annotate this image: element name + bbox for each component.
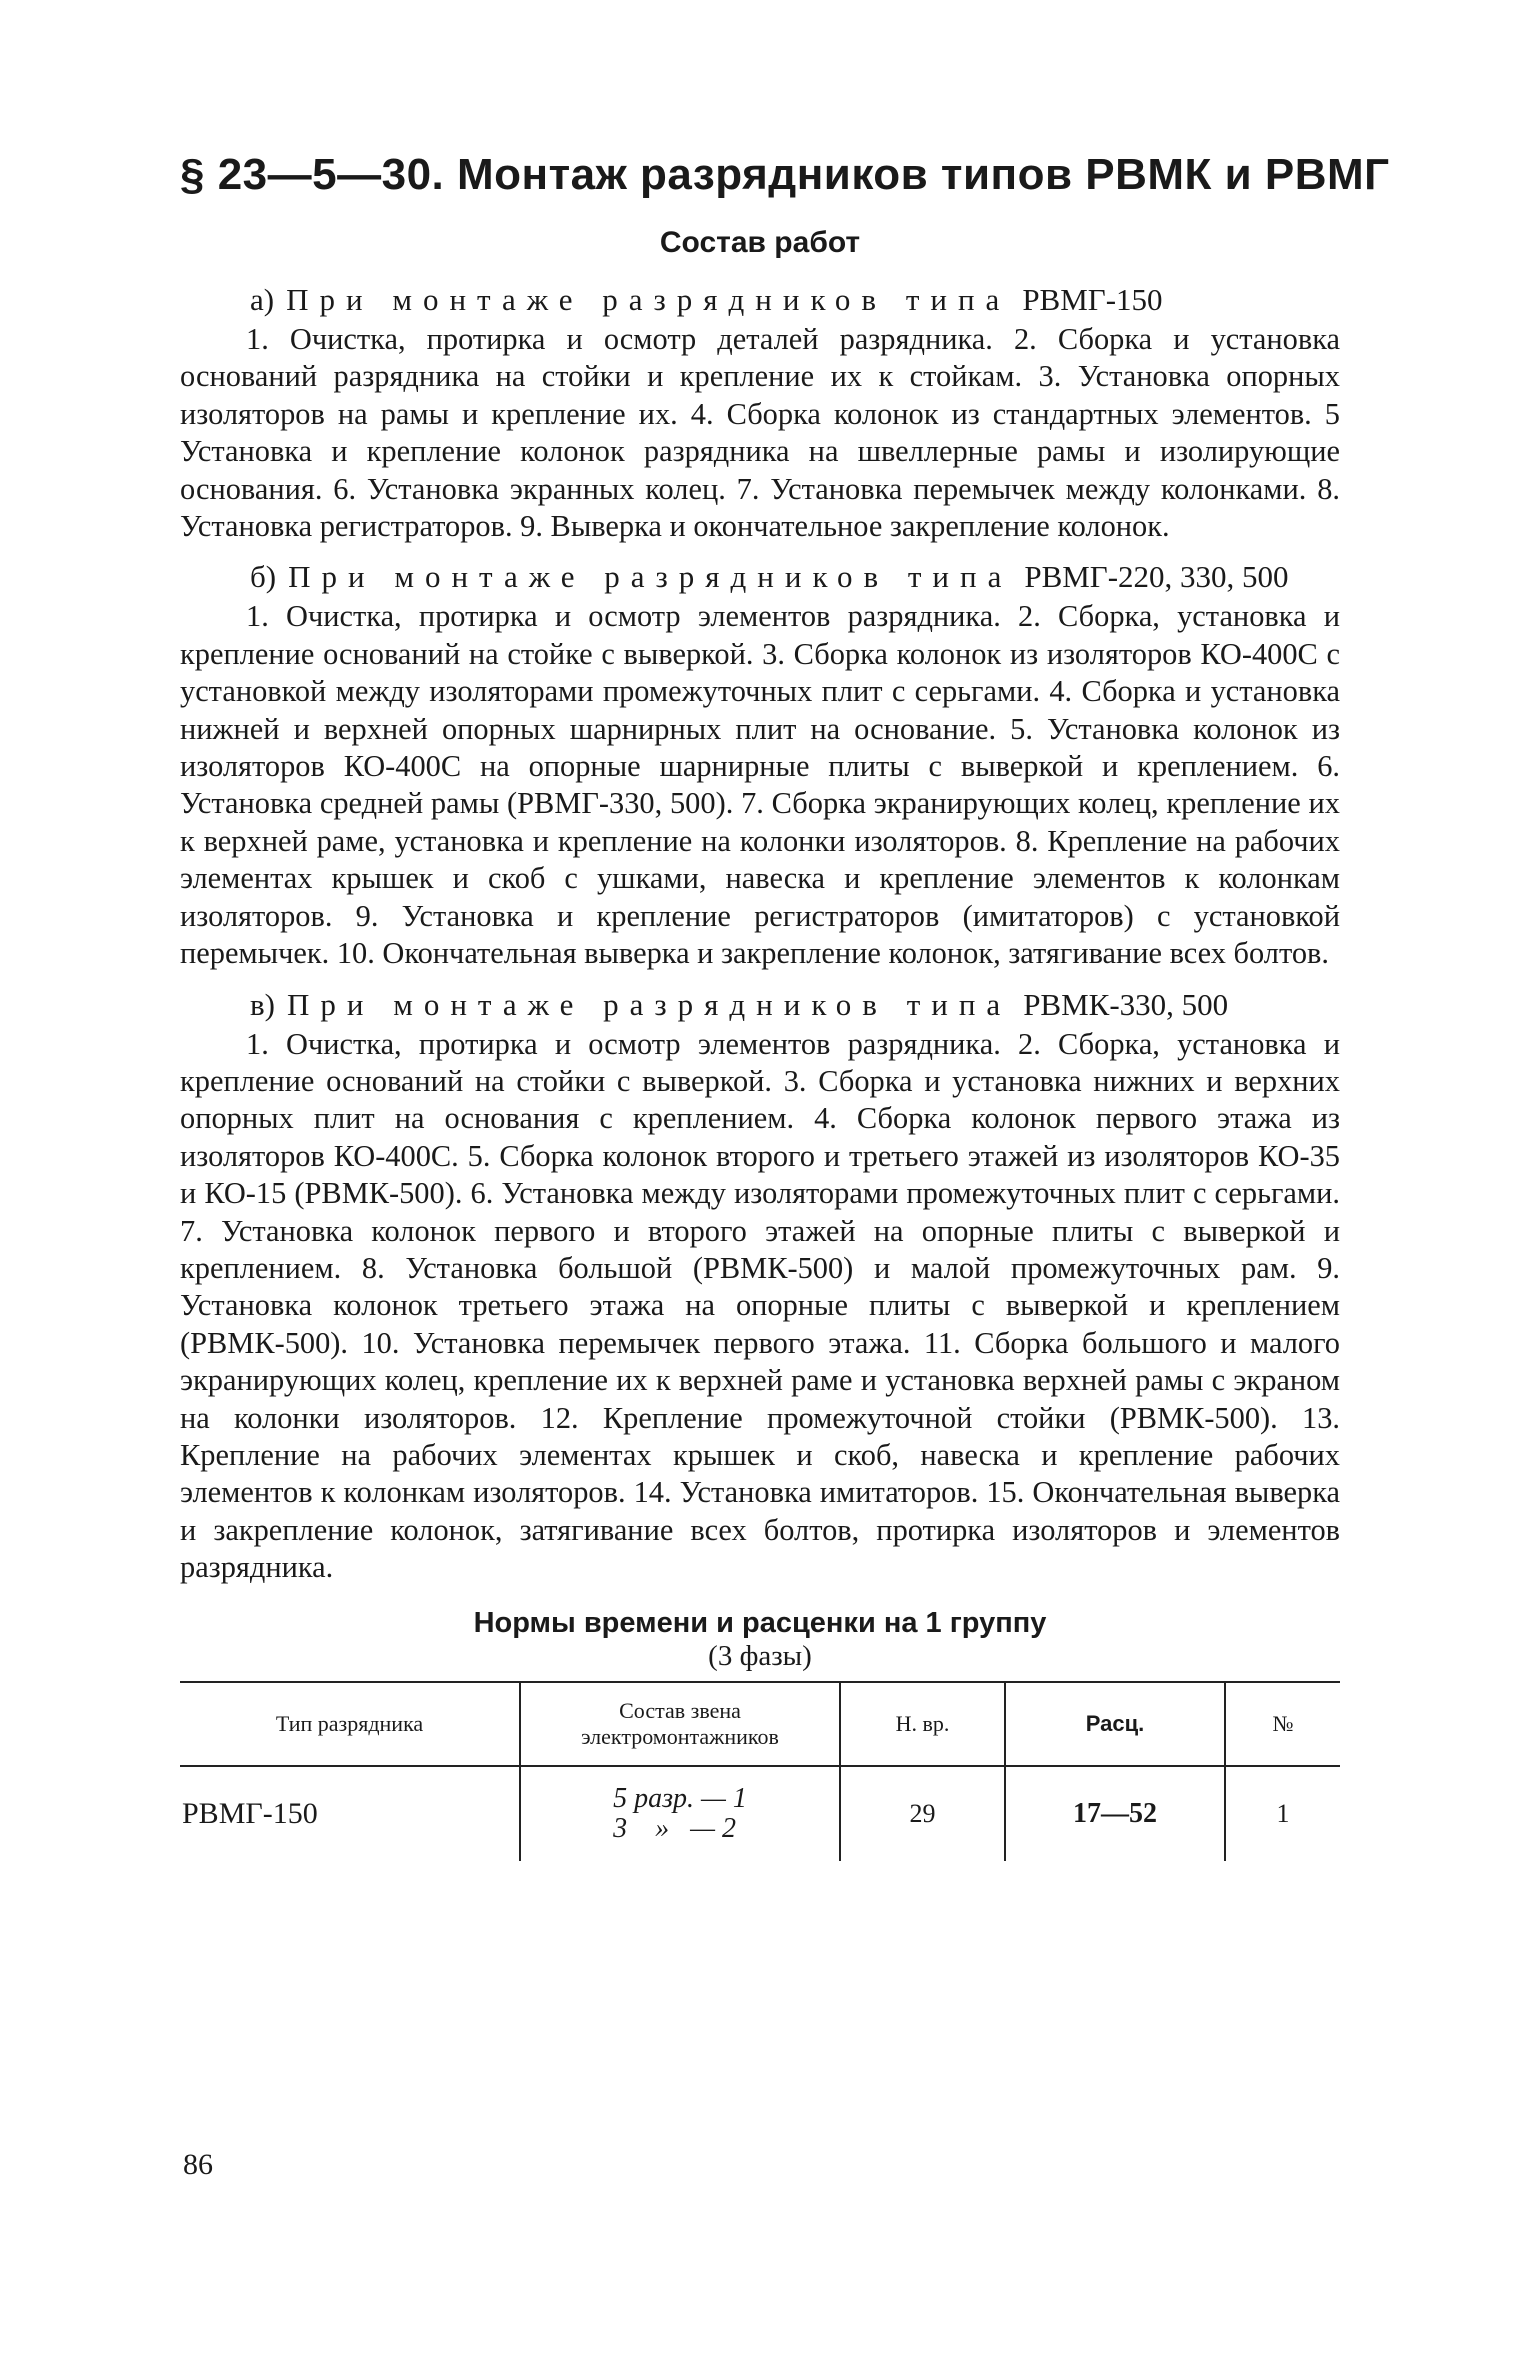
section-b-label: б): [250, 559, 277, 595]
cell-arrester-type: РВМГ-150: [182, 1796, 318, 1830]
norms-header-row: [180, 1682, 1340, 1766]
norms-subtitle: (3 фазы): [708, 1639, 812, 1672]
norms-title: Нормы времени и расценки на 1 группу: [473, 1606, 1047, 1639]
section-b-body: 1. Очистка, протирка и осмотр элементов разрядника. 2. Сборка, установка и крепление оснований на стойке с выверкой. 3. Сборка колонок из изоляторов КО-400С с установкой между изоляторами промежуточных плит с серьгами. 4. Сборка и установка нижней и верхней опорных шарнирных плит на основание. 5. Установка колонок из изоляторов КО-400С на опорные шарнирные плиты с выверкой и креплением. 6. Установка средней рамы (РВМГ-330, 500). 7. Сборка экранирующих колец, крепление их к верхней раме, установка и крепление на колонки изоляторов. 8. Крепление на рабочих элементах крышек и скоб с ушками, навеска и крепление элементов к колонкам изоляторов. 9. Установка и крепление регистраторов (имитаторов) с установкой перемычек. 10. Окончательная выверка и закрепление колонок, затягивание всех болтов.: [180, 599, 1340, 971]
section-a-body: 1. Очистка, протирка и осмотр деталей разрядника. 2. Сборка и установка оснований разрядника на стойки и крепление их к стойкам. 3. Установка опорных изоляторов на рамы и крепление их. 4. Сборка колонок из стандартных элементов. 5 Установка и крепление колонок разрядника на швеллерные рамы и изолирующие основания. 6. Установка экранных колец. 7. Установка перемычек между колонками. 8. Установка регистраторов. 9. Выверка и окончательное закрепление колонок.: [180, 322, 1340, 544]
section-a-type: РВМГ-150: [1022, 282, 1163, 317]
section-b-type: РВМГ-220, 330, 500: [1024, 559, 1289, 595]
table-row: [180, 1766, 1340, 1861]
crew-line-1: 5 разр. — 1: [613, 1782, 747, 1814]
header-arrester-type: Тип разрядника: [180, 1682, 520, 1766]
header-time-norm: Н. вр.: [840, 1682, 1005, 1766]
section-b-spaced-text: При монтаже разрядников типа: [288, 559, 1013, 595]
header-crew: Состав звена электромонтажников: [520, 1682, 840, 1766]
document-page: [180, 150, 1390, 1861]
cell-crew: [520, 1766, 840, 1861]
section-c-label: в): [250, 986, 275, 1022]
section-b-heading: [180, 559, 1340, 595]
cell-rate: 17—52: [1005, 1766, 1225, 1861]
section-c-type: РВМК-330, 500: [1023, 986, 1229, 1022]
header-number: №: [1225, 1682, 1340, 1766]
work-composition-heading: Состав работ: [659, 226, 861, 259]
page-number: 86: [183, 2148, 213, 2181]
section-b: [180, 559, 1340, 972]
section-c-heading: [180, 987, 1340, 1023]
cell-time-norm: 29: [840, 1766, 1005, 1861]
section-title: § 23—5—30. Монтаж разрядников типов РВМК и РВМГ: [180, 150, 1390, 199]
section-a-label: а): [250, 282, 275, 317]
section-a-spaced-text: При монтаже разрядников типа: [286, 282, 1011, 317]
norms-table: [180, 1681, 1340, 1861]
crew-composition: [613, 1784, 747, 1844]
crew-line-2: 3 » — 2: [613, 1812, 736, 1844]
section-a-heading: [180, 282, 1340, 318]
cell-number: 1: [1225, 1766, 1340, 1861]
header-rate: Расц.: [1005, 1682, 1225, 1766]
section-a: [180, 282, 1340, 545]
section-c-spaced-text: При монтаже разрядников типа: [286, 986, 1012, 1022]
section-c-body: 1. Очистка, протирка и осмотр элементов разрядника. 2. Сборка, установка и крепление оснований на стойки с выверкой. 3. Сборка и установка нижних и верхних опорных плит на основания с креплением. 4. Сборка колонок первого этажа из изоляторов КО-400С. 5. Сборка колонок второго и третьего этажей из изоляторов КО-35 и КО-15 (РВМК-500). 6. Установка между изоляторами промежуточных плит с серьгами. 7. Установка колонок первого и второго этажей на опорные плиты с выверкой и креплением. 8. Установка большой (РВМК-500) и малой промежуточных рам. 9. Установка колонок третьего этажа на опорные плиты с выверкой и креплением (РВМК-500). 10. Установка перемычек первого этажа. 11. Сборка большого и малого экранирующих колец, крепление их к верхней раме и установка верхней рамы с экраном на колонки изоляторов. 12. Крепление промежуточной стойки (РВМК-500). 13. Крепление на рабочих элементах крышек и скоб, навеска и крепление рабочих элементов к колонкам изоляторов. 14. Установка имитаторов. 15. Окончательная выверка и закрепление колонок, затягивание всех болтов, протирка изоляторов и элементов разрядника.: [180, 1026, 1340, 1585]
section-c: [180, 987, 1340, 1587]
